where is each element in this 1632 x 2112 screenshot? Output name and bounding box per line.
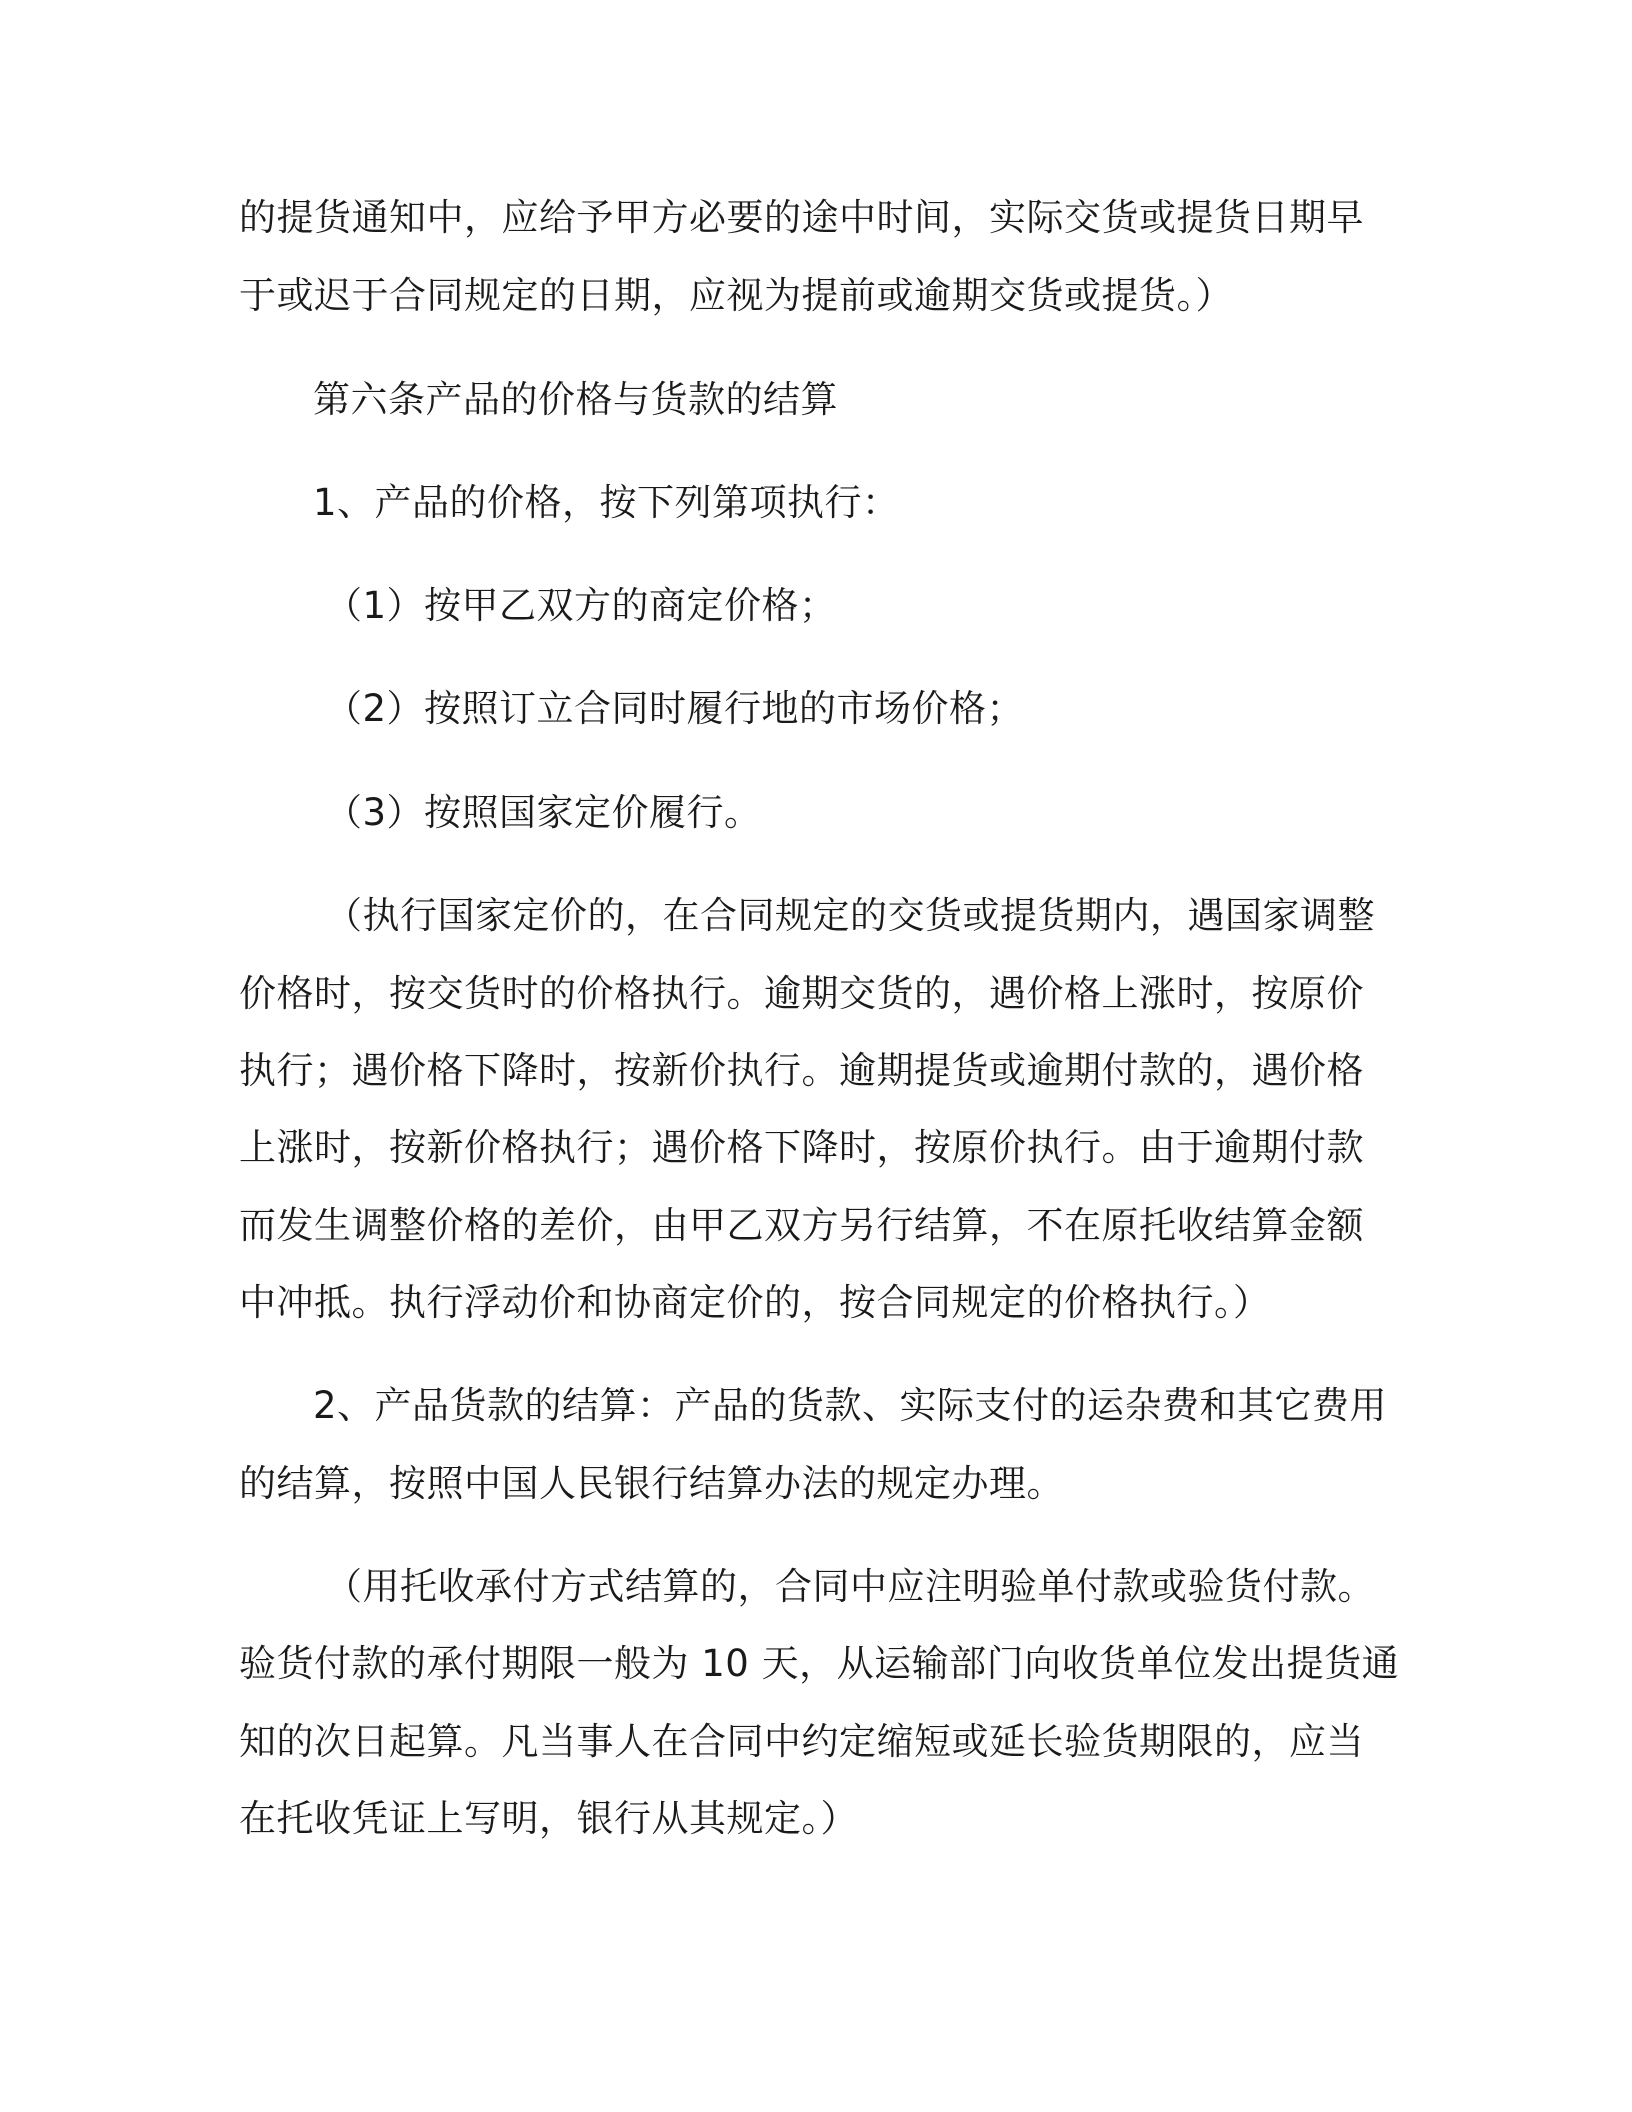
list-item: （3）按照国家定价履行。: [325, 791, 762, 834]
text-line: 在托收凭证上写明，银行从其规定。）: [239, 1797, 858, 1840]
list-item: （2）按照订立合同时履行地的市场价格；: [325, 687, 1025, 730]
text-line: 的提货通知中，应给予甲方必要的途中时间，实际交货或提货日期早: [239, 196, 1364, 239]
text-line: 于或迟于合同规定的日期，应视为提前或逾期交货或提货。）: [239, 274, 1233, 317]
text-line: 上涨时，按新价格执行；遇价格下降时，按原价执行。由于逾期付款: [239, 1126, 1364, 1169]
clause-heading: 2、产品货款的结算：产品的货款、实际支付的运杂费和其它费用: [313, 1384, 1388, 1427]
text-line: 执行；遇价格下降时，按新价执行。逾期提货或逾期付款的，遇价格: [239, 1049, 1364, 1092]
text-line: （执行国家定价的，在合同规定的交货或提货期内，遇国家调整: [325, 894, 1375, 937]
text-line: 价格时，按交货时的价格执行。逾期交货的，遇价格上涨时，按原价: [239, 972, 1364, 1015]
text-line: 验货付款的承付期限一般为 10 天，从运输部门向收货单位发出提货通: [239, 1642, 1400, 1685]
list-item: （1）按甲乙双方的商定价格；: [325, 584, 837, 627]
text-line: 的结算，按照中国人民银行结算办法的规定办理。: [239, 1462, 1064, 1505]
text-line: 知的次日起算。凡当事人在合同中约定缩短或延长验货期限的，应当: [239, 1720, 1364, 1763]
text-line: 中冲抵。执行浮动价和协商定价的，按合同规定的价格执行。）: [239, 1281, 1271, 1324]
text-line: 而发生调整价格的差价，由甲乙双方另行结算，不在原托收结算金额: [239, 1204, 1364, 1247]
clause-heading: 1、产品的价格，按下列第项执行：: [313, 481, 900, 524]
text-line: （用托收承付方式结算的，合同中应注明验单付款或验货付款。: [325, 1565, 1375, 1608]
section-heading: 第六条产品的价格与货款的结算: [313, 378, 838, 421]
